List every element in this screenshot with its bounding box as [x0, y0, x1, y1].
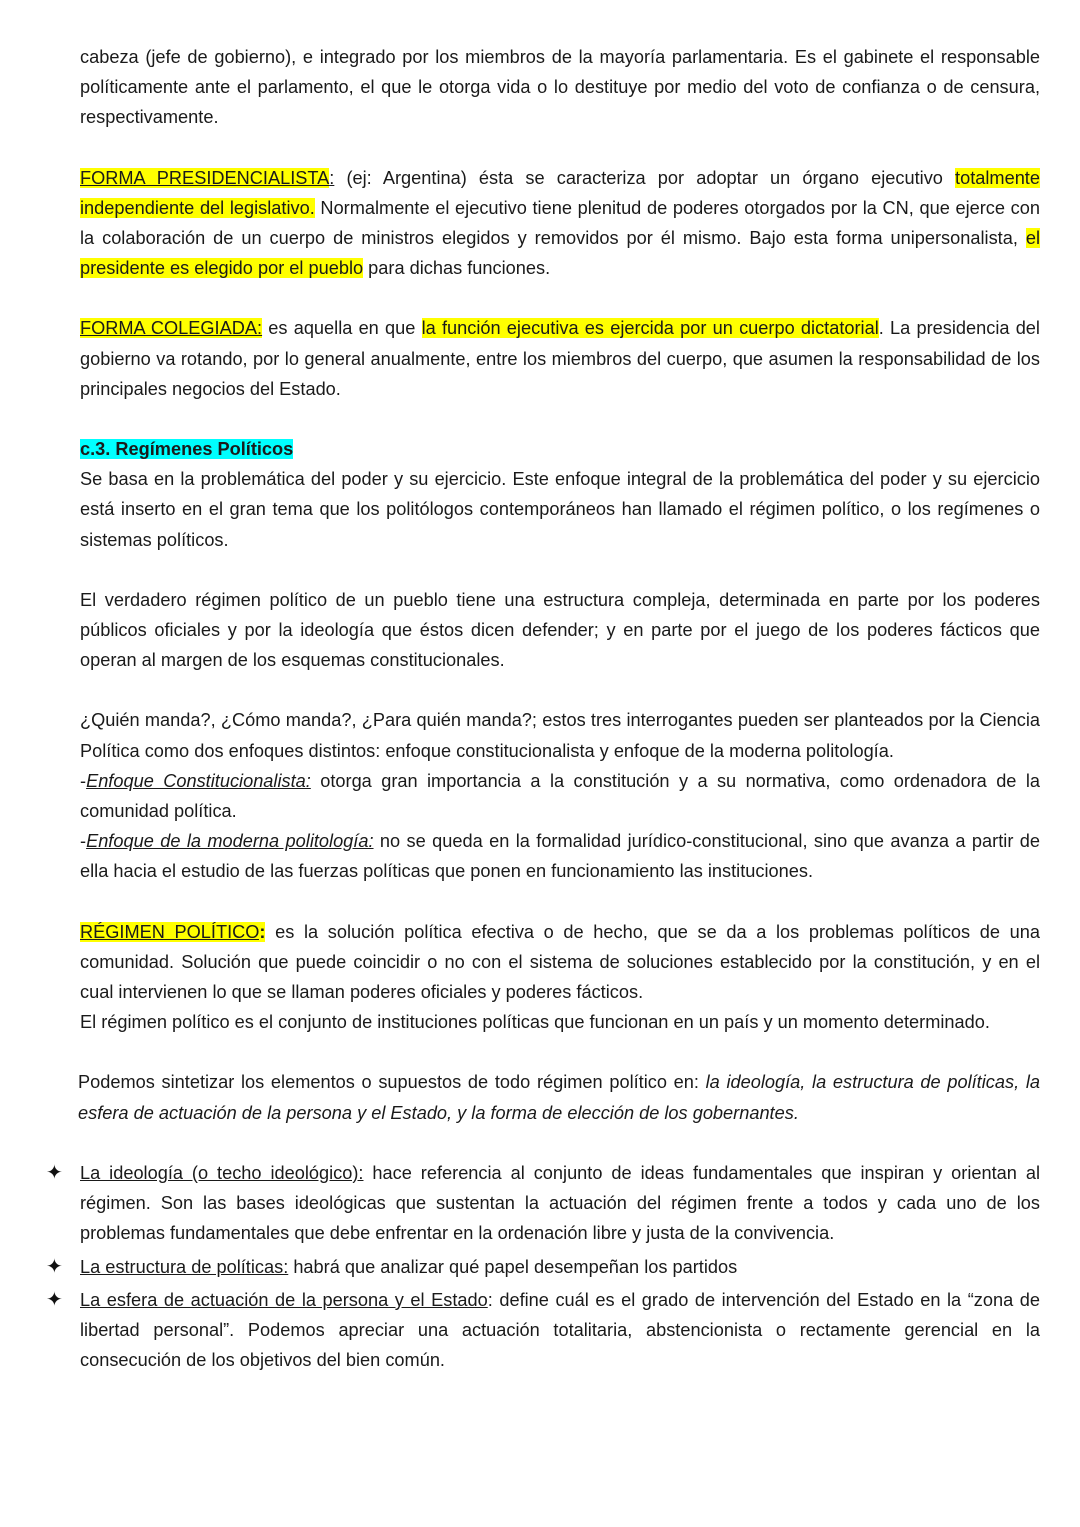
- paragraph-gabinete: cabeza (jefe de gobierno), e integrado por los miembros de la mayoría parlamentaria. Es el gabinete el responsable políticamente ante el parlamento, el que le otorga vida o lo destituye por medio del voto de confianza o de censura, respectivamente.: [80, 47, 1040, 128]
- text-segment: es aquella en que: [262, 318, 422, 339]
- label-enfoque-moderna: Enfoque de la moderna politología:: [86, 831, 374, 852]
- bullet-text: hace referencia al conjunto de ideas fundamentales que inspiran y orientan al régimen. Son las bases ideológicas que sustentan la actuación del régimen frente a todos y cada uno de los problemas fundamentales que debe enfrentar en la ordenación libre y justa de la convivencia.: [80, 1162, 1040, 1244]
- list-item: [46, 1158, 1040, 1249]
- sintesis-italic: la ideología, la estructura de políticas, la esfera de actuación de la persona y el Estado, y la forma de elección de los gobernantes.: [78, 1072, 1040, 1123]
- paragraph-regimen-estructura: El verdadero régimen político de un pueblo tiene una estructura compleja, determinada en parte por los poderes públicos oficiales y por la ideología que éstos dicen defender; y en parte por el juego de los poderes fácticos que operan al margen de los esquemas constitucionales.: [80, 589, 1040, 671]
- heading-regimen-politico: RÉGIMEN POLÍTICO: [80, 921, 260, 942]
- dash: -: [80, 770, 87, 791]
- four-point-star-icon: ✦: [46, 1288, 63, 1311]
- list-item: [46, 1252, 1040, 1282]
- bullet-text: habrá que analizar qué papel desempeñan los partidos: [288, 1256, 738, 1277]
- heading-forma-presidencialista: FORMA PRESIDENCIALISTA: [80, 167, 330, 188]
- paragraph-regimen-politico: [80, 917, 1040, 1008]
- heading-forma-colegiada: FORMA COLEGIADA:: [80, 318, 263, 339]
- text-segment: no se queda en la formalidad jurídico-constitucional, sino que avanza a partir de ella hacia el estudio de las fuerzas políticas que ponen en funcionamiento las instituciones.: [80, 831, 1040, 882]
- paragraph-sintesis: [78, 1067, 1040, 1127]
- paragraph-colegiada: [80, 313, 1040, 404]
- text-segment: para dichas funciones.: [363, 258, 551, 279]
- section-heading: [80, 434, 1040, 464]
- bullet-label: La esfera de actuación de la persona y el Estado: [80, 1289, 488, 1310]
- elements-list: [46, 1158, 1040, 1375]
- heading-colon: :: [259, 921, 266, 942]
- text-segment: otorga gran importancia a la constitución y a su normativa, como ordenadora de la comunidad política.: [80, 770, 1040, 822]
- bullet-text: : define cuál es el grado de intervención del Estado en la “zona de libertad personal”. Podemos apreciar una actuación totalitaria, abstencionista o rectamente gerencial en la consecución de los objetivos del bien común.: [80, 1289, 1040, 1371]
- text-segment: Podemos sintetizar los elementos o supuestos de todo régimen político en:: [78, 1072, 706, 1093]
- text-segment: Normalmente el ejecutivo tiene plenitud de poderes otorgados por la CN, que ejerce con la colaboración de un cuerpo de ministros elegidos y removidos por él mismo. Bajo esta forma unipersonalista,: [80, 197, 1040, 249]
- highlight-presidente-elegido: el presidente es elegido por el pueblo: [80, 228, 1040, 279]
- paragraph-enfoque-moderna: [80, 826, 1040, 886]
- text-segment: (ej: Argentina) ésta se caracteriza por adoptar un órgano ejecutivo: [334, 167, 956, 188]
- four-point-star-icon: ✦: [46, 1255, 63, 1278]
- document-page: [46, 42, 1040, 1378]
- bullet-label: La ideología (o techo ideológico):: [80, 1162, 364, 1183]
- text-segment: . La presidencia del gobierno va rotando, por lo general anualmente, entre los miembros del cuerpo, que asumen la responsabilidad de los principales negocios del Estado.: [80, 318, 1040, 399]
- highlight-cuerpo-dictatorial: la función ejecutiva es ejercida por un cuerpo dictatorial: [421, 318, 879, 339]
- label-enfoque-constitucionalista: Enfoque Constitucionalista:: [86, 770, 311, 791]
- bullet-label: La estructura de políticas:: [80, 1256, 289, 1277]
- dash: -: [80, 831, 87, 852]
- paragraph-presidencialista: [80, 163, 1040, 284]
- text-segment: es la solución política efectiva o de hecho, que se da a los problemas políticos de una comunidad. Solución que puede coincidir o no con el sistema de soluciones establecido por la constitución, y en el cual intervienen lo que se llaman poderes oficiales y poderes fácticos.: [80, 921, 1040, 1003]
- list-item: [46, 1285, 1040, 1376]
- paragraph-enfoque-constitucionalista: [80, 766, 1040, 826]
- highlight-independiente: totalmente independiente del legislativo.: [80, 167, 1040, 218]
- paragraph-regimen-definicion: El régimen político es el conjunto de instituciones políticas que funcionan en un país y un momento determinado.: [80, 1012, 990, 1033]
- section-title: c.3. Regímenes Políticos: [80, 439, 294, 460]
- paragraph-regimenes-intro: Se basa en la problemática del poder y su ejercicio. Este enfoque integral de la problemática del poder y su ejercicio está inserto en el gran tema que los politólogos contemporáneos han llamado el régimen político, o los regímenes o sistemas políticos.: [80, 469, 1040, 550]
- four-point-star-icon: ✦: [46, 1161, 63, 1184]
- paragraph-preguntas: ¿Quién manda?, ¿Cómo manda?, ¿Para quién manda?; estos tres interrogantes pueden ser planteados por la Ciencia Política como dos enfoques distintos: enfoque constitucionalista y enfoque de la moderna politología.: [80, 710, 1040, 761]
- heading-colon: :: [329, 167, 335, 188]
